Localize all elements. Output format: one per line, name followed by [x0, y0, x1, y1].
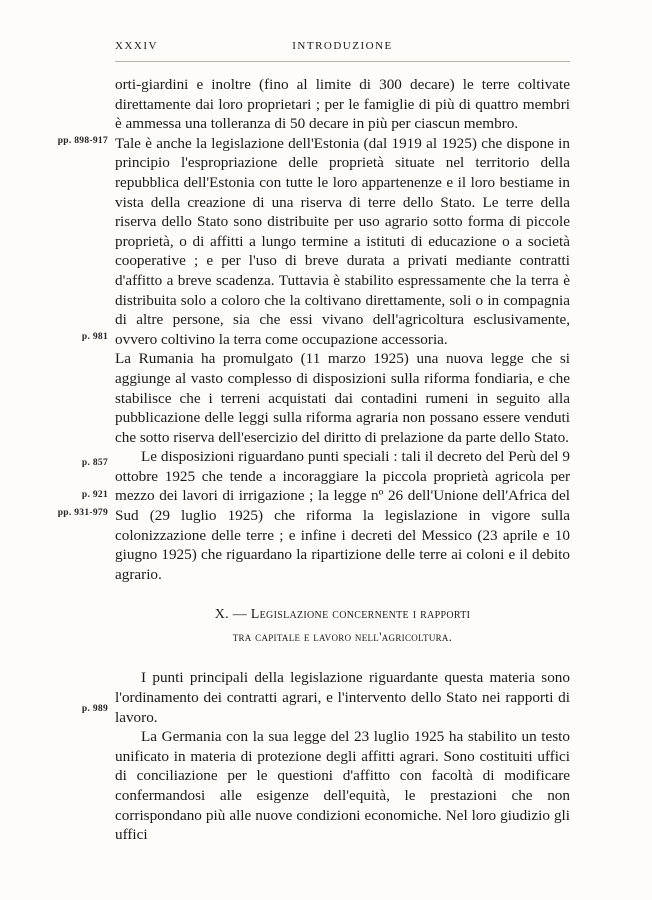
paragraph: orti-giardini e inoltre (fino al limite di 300 decare) le terre coltivate direttamente dai loro proprietari ; per le famiglie di più di quattro membri è ammessa una tolleranza di 50 decare in più per ciascun membro. [115, 76, 570, 133]
running-header [115, 40, 570, 58]
header-rule [115, 61, 570, 62]
paragraph: La Rumania ha promulgato (11 marzo 1925) una nuova legge che si aggiunge al vasto complesso di disposizioni sulla riforma fondiaria, e che stabilisce che i terreni acquistati dai contadini rumeni in seguito alla pubblicazione delle leggi sulla riforma agraria non possano essere venduti che sotto riserva dell'esercizio del diritto di prelazione da parte dello Stato. [115, 350, 570, 446]
paragraph: Tale è anche la legislazione dell'Estonia (dal 1919 al 1925) che dispone in principio l'espropriazione delle proprietà situate nel territorio della repubblica dell'Estonia con tutte le loro appartenenze e il loro bestiame in vista della creazione di una riserva di terre dello Stato. Le terre della riserva dello Stato sono distribuite per uso agrario sotto forma di piccole proprietà, o di affitti a lungo termine a istituti di educazione o a società cooperative ; e per l'uso di breve durata a privati mediante contratti d'affitto a breve scadenza. Tuttavia è stabilito espressamente che la terra è distribuita solo a coloro che la coltivano direttamente, soli o in compagnia di altre persone, sia che essi vivano dell'agricoltura esclusivamente, ovvero coltivino la terra come occupazione accessoria. [115, 134, 570, 348]
paragraph: La Germania con la sua legge del 23 luglio 1925 ha stabilito un testo unificato in materia di protezione degli affitti agrari. Sono costituiti uffici di conciliazione per le questioni d'affitto con facoltà di modificare confermandosi alle esigenze dell'equità, le prestazioni che non corrispondano più alle nuove condizioni economiche. Nel loro giudizio gli uffici [115, 728, 570, 844]
paragraph: I punti principali della legislazione riguardante questa materia sono l'ordinamento dei contratti agrari, e l'intervento dello Stato nei rapporti di lavoro. [115, 669, 570, 726]
section-heading-line: tra capitale e lavoro nell'agricoltura. [232, 629, 453, 645]
margin-note: p. 989 [81, 704, 108, 714]
margin-note: p. 921 [81, 490, 108, 500]
margin-note: p. 981 [81, 332, 108, 342]
section-heading-line: X. — Legislazione concernente i rapporti [214, 607, 471, 623]
page-number: XXXIV [115, 40, 158, 52]
margin-note: pp. 898-917 [57, 136, 108, 146]
margin-note: p. 857 [81, 458, 108, 468]
section-heading [115, 604, 570, 648]
page-body [115, 75, 570, 845]
running-title: INTRODUZIONE [292, 40, 393, 52]
paragraph: Le disposizioni riguardano punti speciali : tali il decreto del Perù del 9 ottobre 1925 che tende a incoraggiare la piccola proprietà agricola per mezzo dei lavori di irrigazione ; la legge nº 26 dell'Unione dell'Africa del Sud (29 luglio 1925) che riforma la legislazione in vigore sulla colonizzazione delle terre ; e infine i decreti del Messico (23 aprile e 10 giugno 1925) che riguardano la ripartizione delle terre ai coloni e il debito agrario. [115, 448, 570, 583]
margin-note: pp. 931-979 [57, 508, 108, 518]
